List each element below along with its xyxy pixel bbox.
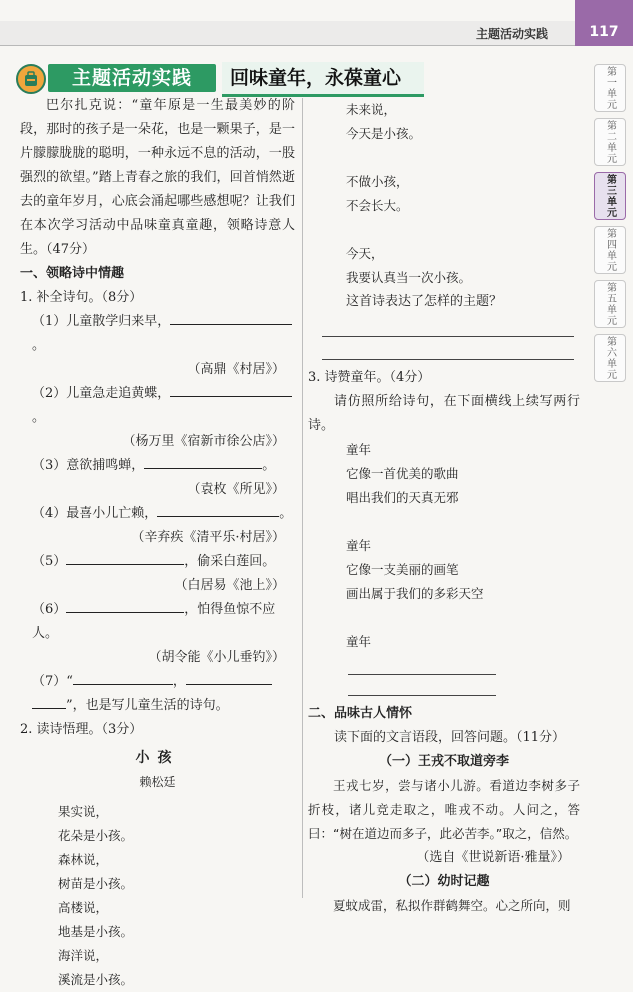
intro-paragraph: 巴尔扎克说：“童年原是一生最美妙的阶段，那时的孩子是一朵花，也是一颗果子，是一片朦朦胧胧的聪明，一种永远不息的活动，一股强烈的欲望。”踏上青春之旅的我们，回首悄然逝去的童年岁月，心底会涌起哪些感想呢？让我们在本次学习活动中品味童真童趣，领略诗意人生。（47分） [20, 98, 295, 257]
fill-item-5: （5） ，偷采白莲回。 [20, 550, 295, 574]
answer-blank[interactable] [144, 454, 262, 469]
passage2-text: 夏蚊成雷，私拟作群鹤舞空。心之所向，则 [333, 898, 571, 913]
answer-line[interactable] [322, 324, 574, 337]
poem-line: 森林说， [58, 852, 109, 867]
answer-line[interactable] [322, 347, 574, 360]
question-3-text: 请仿照所给诗句，在下面横线上续写两行诗。 [308, 394, 580, 433]
book-bag-icon [16, 64, 46, 94]
poem-line: 海洋说， [58, 948, 109, 963]
fill-item-3: （3）意欲捕鸣蝉， 。 [20, 454, 295, 478]
stanza-line: 它像一首优美的歌曲 [346, 466, 459, 481]
stanza-line: 童年 [346, 442, 372, 457]
passage1-text: 王戎七岁，尝与诸小儿游。看道边李树多子折枝，诸儿竞走取之，唯戎不动。人问之，答曰：“树在道边而多子，此必苦李。”取之，信然。 [308, 778, 580, 841]
tab-unit-5[interactable]: 第五单元 [594, 280, 626, 328]
poem-line: 今天， [346, 246, 384, 261]
left-column [20, 94, 295, 992]
poem-line: 我要认真当一次小孩。 [346, 270, 472, 285]
fill-item-7-end: ”，也是写儿童生活的诗句。 [20, 694, 295, 718]
question-1: 1. 补全诗句。（8分） [20, 290, 143, 305]
source-6: （胡令能《小儿垂钓》） [148, 650, 285, 665]
tab-unit-4[interactable]: 第四单元 [594, 226, 626, 274]
page-number: 117 [575, 0, 633, 46]
right-column [308, 98, 580, 918]
poem-line: 树苗是小孩。 [58, 876, 134, 891]
fill-item-1: （1）儿童散学归来早，。 [20, 310, 295, 358]
question-3: 3. 诗赞童年。（4分） [308, 370, 431, 385]
tab-unit-2[interactable]: 第二单元 [594, 118, 626, 166]
section2-text: 读下面的文言语段，回答问题。（11分） [334, 730, 566, 745]
question-2: 2. 读诗悟理。（3分） [20, 722, 143, 737]
poem-title: 小孩 [135, 750, 180, 766]
stanza-line: 它像一支美丽的画笔 [346, 562, 459, 577]
header-rule [0, 45, 575, 46]
poem-line: 今天是小孩。 [346, 126, 422, 141]
poem-line: 果实说， [58, 804, 109, 819]
tab-unit-6[interactable]: 第六单元 [594, 334, 626, 382]
passage2-title: （二）幼时记趣 [398, 874, 490, 889]
passage1-title: （一）王戎不取道旁李 [378, 754, 509, 769]
source-5: （白居易《池上》） [174, 578, 285, 593]
poem-line: 未来说， [346, 102, 397, 117]
tab-unit-3[interactable]: 第三单元 [594, 172, 626, 220]
poem-line: 地基是小孩。 [58, 924, 134, 939]
tab-unit-1[interactable]: 第一单元 [594, 64, 626, 112]
poem-author: 赖松廷 [139, 775, 176, 789]
column-divider [302, 98, 303, 898]
answer-blank[interactable] [32, 694, 66, 709]
answer-blank[interactable] [186, 670, 272, 685]
passage1-source: （选自《世说新语·雅量》） [416, 850, 570, 865]
answer-blank[interactable] [66, 550, 184, 565]
fill-item-7: （7）“ ， [20, 670, 295, 694]
answer-line[interactable] [348, 683, 496, 696]
page-header [0, 0, 633, 46]
answer-blank[interactable] [157, 502, 279, 517]
poem-line: 不做小孩， [346, 174, 409, 189]
poem-line: 溪流是小孩。 [58, 972, 134, 987]
activity-headline: 回味童年，永葆童心 [222, 62, 424, 97]
stanza-line: 童年 [346, 538, 372, 553]
source-3: （袁枚《所见》） [187, 482, 285, 497]
fill-item-4: （4）最喜小儿亡赖， 。 [20, 502, 295, 526]
poem-line: 花朵是小孩。 [58, 828, 134, 843]
stanza-line: 童年 [346, 634, 372, 649]
answer-line[interactable] [348, 662, 496, 675]
poem-line: 不会长大。 [346, 198, 409, 213]
stanza-line: 唱出我们的天真无邪 [346, 490, 459, 505]
answer-blank[interactable] [170, 310, 292, 325]
poem-question: 这首诗表达了怎样的主题？ [346, 294, 503, 309]
answer-blank[interactable] [66, 598, 184, 613]
fill-item-2: （2）儿童急走追黄蝶，。 [20, 382, 295, 430]
activity-tag: 主题活动实践 [48, 64, 216, 92]
header-section-title: 主题活动实践 [476, 27, 549, 41]
section1-title: 一、领略诗中情趣 [20, 266, 125, 281]
fill-item-6: （6） ，怕得鱼惊不应人。 [20, 598, 295, 646]
poem-line: 高楼说， [58, 900, 109, 915]
stanza-line: 画出属于我们的多彩天空 [346, 586, 484, 601]
answer-blank[interactable] [73, 670, 173, 685]
source-2: （杨万里《宿新市徐公店》） [122, 434, 285, 449]
answer-blank[interactable] [170, 382, 292, 397]
source-4: （辛弃疾《清平乐·村居》） [131, 530, 285, 545]
source-1: （高鼎《村居》） [187, 362, 285, 377]
unit-tabs [594, 64, 628, 388]
section2-title: 二、品味古人情怀 [308, 706, 413, 721]
